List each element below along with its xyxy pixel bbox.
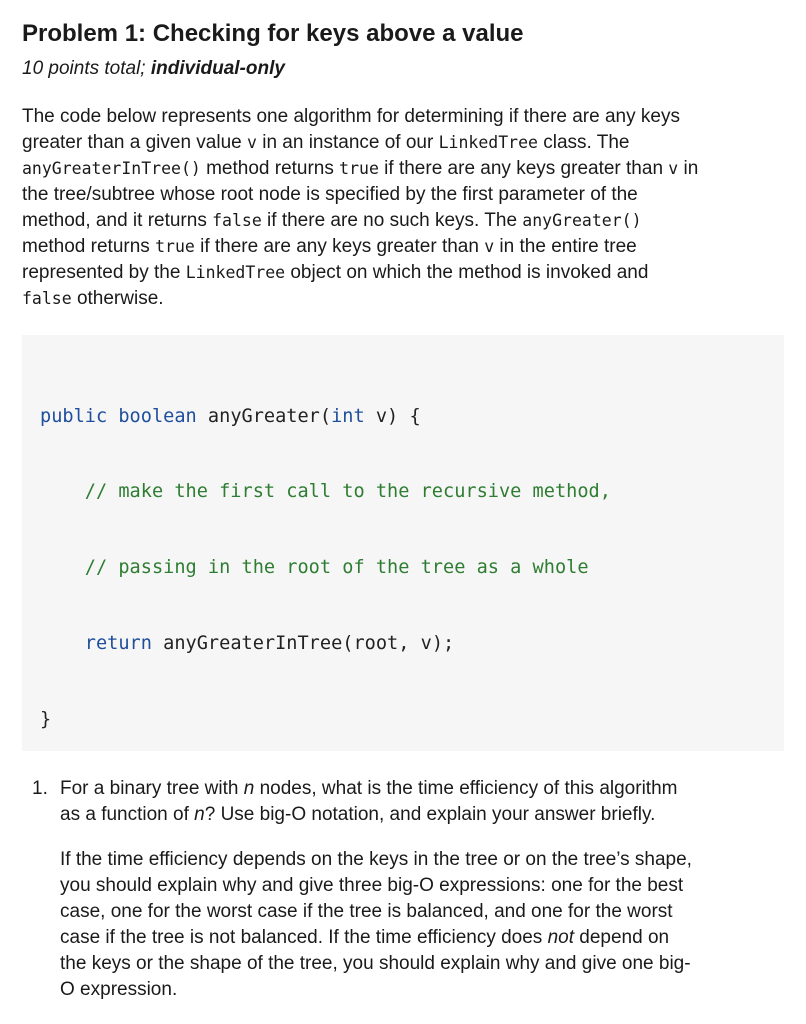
code-keyword: public boolean [40, 405, 197, 427]
code-line [40, 631, 784, 656]
instruction-line [60, 925, 800, 951]
intro-text: in an instance of our [256, 132, 439, 153]
code-inline: LinkedTree [438, 133, 538, 152]
code-text: v) { [364, 405, 421, 427]
code-listing [40, 353, 784, 751]
instruction-line: case, one for the worst case if the tree is balanced, and one for the worst [60, 901, 673, 922]
code-inline: v [247, 133, 257, 152]
instruction-line: the keys or the shape of the tree, you should explain why and give one big- [60, 953, 691, 974]
code-block [22, 335, 784, 751]
code-indent [40, 633, 85, 654]
code-line [40, 404, 784, 429]
code-inline: v [484, 237, 495, 256]
question-number: 1. [32, 778, 48, 799]
code-keyword: return [84, 633, 152, 655]
code-inline: true [155, 237, 195, 256]
intro-line [22, 234, 792, 260]
individual-label: individual-only [150, 58, 285, 79]
intro-text: if there are any keys greater than [378, 158, 669, 179]
intro-text: method returns [22, 236, 156, 257]
intro-line [22, 286, 792, 312]
variable-n: n [194, 804, 205, 825]
question-text [60, 776, 792, 828]
problem-subtitle [22, 57, 285, 81]
code-text: anyGreaterInTree(root, v); [151, 633, 455, 655]
intro-paragraph [22, 104, 792, 312]
problem-title: Problem 1: Checking for keys above a value [22, 20, 524, 47]
code-inline: false [212, 211, 262, 230]
code-inline: false [22, 289, 72, 308]
intro-text: object on which the method is invoked and [285, 262, 649, 283]
question-line [60, 776, 792, 802]
code-inline: true [339, 159, 379, 178]
instruction-line: you should explain why and give three big-O expressions: one for the best [60, 875, 684, 896]
intro-text: method, and it returns [22, 210, 213, 231]
instruction-line: O expression. [60, 979, 178, 1000]
question-fragment: For a binary tree with [60, 778, 244, 799]
code-comment: // make the first call to the recursive method, [40, 481, 611, 503]
code-inline: anyGreaterInTree() [22, 159, 201, 178]
intro-text: in the entire tree [494, 236, 637, 257]
points-label: 10 points total; [22, 58, 146, 79]
intro-line [22, 156, 792, 182]
intro-text: greater than a given value [22, 132, 247, 153]
intro-line [22, 182, 792, 208]
intro-line [22, 208, 792, 234]
code-keyword: int [331, 405, 365, 427]
code-text: anyGreater( [196, 405, 332, 427]
intro-text: represented by the [22, 262, 186, 283]
intro-text: the tree/subtree whose root node is specified by the first parameter of the [22, 184, 638, 205]
intro-text: method returns [200, 158, 340, 179]
intro-text: class. The [537, 132, 630, 153]
question-fragment: as a function of [60, 804, 195, 825]
instruction-fragment: depend on [574, 927, 670, 948]
code-comment: // passing in the root of the tree as a whole [40, 557, 589, 579]
intro-text: in [678, 158, 699, 179]
intro-text: if there are any keys greater than [194, 236, 485, 257]
instruction-fragment: case if the tree is not balanced. If the time efficiency does [60, 927, 548, 948]
intro-text: The code below represents one algorithm for determining if there are any keys [22, 106, 680, 127]
question-fragment: ? Use big-O notation, and explain your answer briefly. [204, 804, 656, 825]
intro-line [22, 104, 792, 130]
question-fragment: nodes, what is the time efficiency of this algorithm [254, 778, 678, 799]
code-inline: anyGreater() [522, 211, 642, 230]
code-inline: v [668, 159, 679, 178]
code-inline: LinkedTree [185, 263, 286, 282]
intro-line [22, 130, 792, 156]
code-line: } [40, 709, 52, 731]
intro-line [22, 260, 792, 286]
variable-n: n [243, 778, 255, 799]
intro-text: if there are no such keys. The [261, 210, 523, 231]
instruction-line: If the time efficiency depends on the keys in the tree or on the tree’s shape, [60, 849, 692, 870]
question-instructions [60, 847, 800, 1003]
intro-text: otherwise. [71, 288, 164, 309]
emphasis-not: not [547, 927, 575, 948]
question-line [60, 802, 792, 828]
